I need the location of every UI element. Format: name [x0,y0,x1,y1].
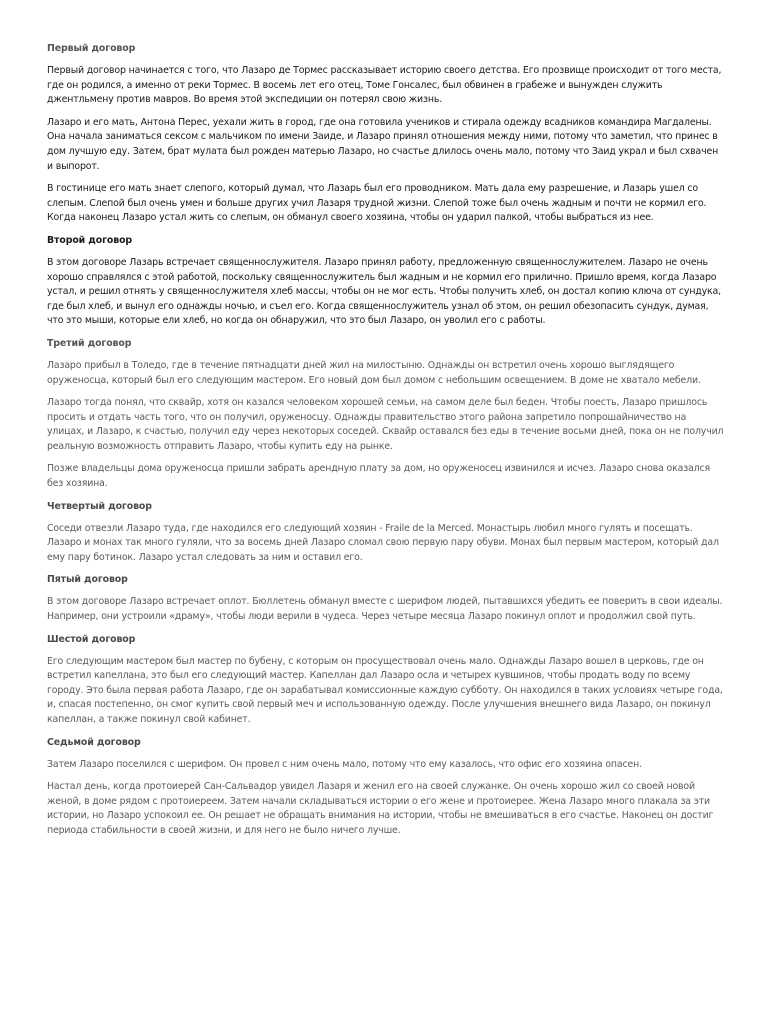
section-heading: Четвертый договор [47,500,152,512]
paragraph: Позже владельцы дома оруженосца пришли забрать арендную плату за дом, но оруженосец извинился и исчез. Лазаро снова оказался без хозяина. [47,463,710,490]
section-heading: Шестой договор [47,633,136,645]
section-heading: Пятый договор [47,574,128,586]
paragraph: В гостинице его мать знает слепого, который думал, что Лазарь был его проводником. Мать дала ему разрешение, и Лазарь ушел со слепым. Слепой был очень умен и больше других учил Лазаря трудной жизни. Слепой тоже был очень жадным и почти не кормил его. Когда наконец Лазаро устал жить со слепым, он обманул своего хозяина, чтобы он ударил палкой, чтобы выбраться из нее. [47,183,707,224]
section-heading: Первый договор [47,43,136,54]
paragraph: В этом договоре Лазаро встречает оплот. Бюллетень обманул вместе с шерифом людей, пытавшихся убедить ее поверить в свои идеалы. Например, они устроили «драму», чтобы люди верили в чудеса. Через четыре месяца Лазаро покинул оплот и продолжил свой путь. [47,596,723,623]
paragraph: Его следующим мастером был мастер по бубену, с которым он просуществовал очень мало. Однажды Лазаро вошел в церковь, где он встретил капеллана, это был его следующий мастер. Капеллан дал Лазаро осла и четырех кувшинов, чтобы продать воду по всему городу. Это была первая работа Лазаро, где он зарабатывал комиссионные каждую субботу. Он находился в таких условиях четыре года, и, спасая постепенно, он смог купить свой первый меч и использованную одежду. После улучшения внешнего вида Лазаро, он покинул капеллан, а также покинул свой кабинет. [47,655,723,725]
paragraph: Лазаро и его мать, Антона Перес, уехали жить в город, где она готовила учеников и стирала одежду всадников командира Магдалены. Она начала заниматься сексом с мальчиком по имени Заиде, и Лазаро принял отношения между ними, потому что заметил, что принес в дом лучшую еду. Затем, брат мулата был рожден матерью Лазаро, но счастье длилось очень мало, потому что Заид украл и был схвачен и выпорот. [47,116,719,172]
paragraph: В этом договоре Лазарь встречает священнослужителя. Лазаро принял работу, предложенную священнослужителем. Лазаро не очень хорошо справлялся с этой работой, поскольку священнослужитель был жадным и не кормил его прилично. Пришло время, когда Лазаро устал, и решил отнять у священнослужителя хлеб массы, чтобы он не мог есть. Чтобы получить хлеб, он достал копию ключа от сундука, где был хлеб, и вынул его однажды ночью, и съел его. Когда священнослужитель узнал об этом, он решил обезопасить сундук, думая, что это мыши, которые ели хлеб, но когда он обнаружил, что это был Лазаро, он уволил его с работы. [47,256,721,327]
paragraph: Первый договор начинается с того, что Лазаро де Тормес рассказывает историю своего детства. Его прозвище происходит от того места, где он родился, а именно от реки Тормес. В восемь лет его отец, Томе Гонсалес, был обвинен в грабеже и вынужден служить джентльмену против мавров. Во время этой экспедиции он потерял свою жизнь. [47,65,722,106]
section-heading: Второй договор [47,234,133,246]
section-heading: Третий договор [47,337,132,349]
paragraph: Настал день, когда протоиерей Сан-Сальвадор увидел Лазаря и женил его на своей служанке. Он очень хорошо жил со своей новой женой, в доме рядом с протоиереем. Затем начали складываться истории о его жене и протоиерее. Жена Лазаро много плакала за эти истории, но Лазаро успокоил ее. Он решает не обращать внимания на истории, чтобы не вмешиваться в его счастье. Наконец он достиг периода стабильности в своей жизни, и для него не было ничего лучше. [47,781,714,836]
paragraph: Лазаро тогда понял, что сквайр, хотя он казался человеком хорошей семьи, на самом деле был беден. Чтобы поесть, Лазаро пришлось просить и отдать часть того, что он получил, оруженосцу. Однажды правительство этого района запретило попрошайничество на улицах, и Лазаро, к счастью, получил еду через некоторых соседей. Сквайр оставался без еды в течение восьми дней, пока он не получил реальную возможность отправить Лазаро, чтобы купить еду на рынке. [47,397,724,452]
paragraph: Соседи отвезли Лазаро туда, где находился его следующий хозяин - Fraile de la Merced. Монастырь любил много гулять и посещать. Лазаро и монах так много гуляли, что за восемь дней Лазаро сломал свою первую пару обуви. Монах был первым мастером, который дал ему пару ботинок. Лазаро устал следовать за ним и оставил его. [47,522,719,563]
paragraph: Лазаро прибыл в Толедо, где в течение пятнадцати дней жил на милостыню. Однажды он встретил очень хорошо выглядящего оруженосца, который был его следующим мастером. Его новый дом был домом с небольшим освещением. В доме не хватало мебели. [47,359,701,386]
section-heading: Седьмой договор [47,736,141,748]
paragraph: Затем Лазаро поселился с шерифом. Он провел с ним очень мало, потому что ему казалось, что офис его хозяина опасен. [47,758,642,770]
